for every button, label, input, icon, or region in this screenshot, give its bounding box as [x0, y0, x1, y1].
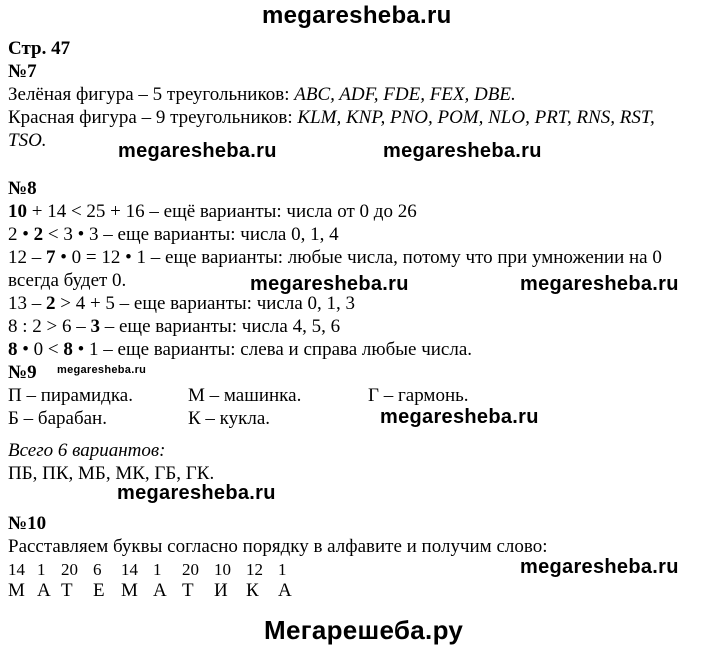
- number-cell: 20: [61, 560, 78, 579]
- task-10-text: Расставляем буквы согласно порядку в алфавите и получим слово:: [8, 536, 548, 557]
- answer: 2: [46, 293, 56, 314]
- task-9-list: ПБ, ПК, МБ, МК, ГБ, ГК.: [8, 463, 215, 484]
- row-text: 8 : 2 > 6 –: [8, 316, 91, 337]
- letter-cell: М: [121, 580, 138, 601]
- watermark: megaresheba.ru: [118, 140, 277, 162]
- task-8-row-6: [8, 339, 472, 361]
- green-triangles: ABC, ADF, FDE, FEX, DBE.: [294, 84, 516, 105]
- task-8-row-5: [8, 316, 340, 338]
- toy-accordion: Г – гармонь.: [368, 385, 469, 406]
- task-9-total: Всего 6 вариантов:: [8, 440, 166, 461]
- answer: 2: [33, 224, 44, 245]
- task-8-row-4: [8, 293, 355, 315]
- watermark-top: megaresheba.ru: [262, 2, 452, 29]
- letter-cell: И: [214, 580, 228, 601]
- letter-cell: Е: [93, 580, 105, 601]
- green-label: Зелёная фигура – 5 треугольников:: [8, 84, 295, 105]
- number-cell: 20: [182, 560, 199, 579]
- answer: 8: [63, 339, 73, 360]
- task-8-row-3: [8, 247, 662, 269]
- watermark-small: megaresheba.ru: [57, 364, 147, 376]
- toy-car: М – машинка.: [188, 385, 302, 406]
- number-cell: 14: [121, 560, 138, 579]
- task-7-green: [8, 84, 516, 106]
- task-9-title: №9: [8, 362, 37, 383]
- letter-cell: А: [278, 580, 292, 601]
- toy-pyramid: П – пирамидка.: [8, 385, 133, 406]
- task-8-row-1: [8, 201, 417, 223]
- row-text: • 0 = 12 • 1 – еще варианты: любые числа, потому что при умножении на 0: [55, 247, 662, 268]
- answer: 10: [8, 201, 27, 222]
- red-triangles: KLM, KNP, PNO, POM, NLO, PRT, RNS, RST,: [297, 107, 655, 128]
- watermark: megaresheba.ru: [117, 482, 276, 504]
- row-text: 12 –: [8, 247, 46, 268]
- number-cell: 12: [246, 560, 263, 579]
- row-text: > 4 + 5 – еще варианты: числа 0, 1, 3: [55, 293, 356, 314]
- number-cell: 1: [37, 560, 46, 579]
- answer: 8: [8, 339, 18, 360]
- number-cell: 14: [8, 560, 25, 579]
- task-8-row-3-cont: всегда будет 0.: [8, 270, 127, 291]
- watermark: megaresheba.ru: [520, 556, 679, 578]
- toy-doll: К – кукла.: [188, 408, 271, 429]
- number-cell: 6: [93, 560, 102, 579]
- letter-cell: А: [153, 580, 167, 601]
- toy-drum: Б – барабан.: [8, 408, 107, 429]
- watermark: megaresheba.ru: [520, 273, 679, 295]
- letter-cell: Т: [61, 580, 73, 601]
- watermark-bottom: Мегарешеба.ру: [264, 615, 464, 645]
- number-cell: 1: [278, 560, 287, 579]
- row-text: 13 –: [8, 293, 46, 314]
- watermark: megaresheba.ru: [383, 140, 542, 162]
- watermark: megaresheba.ru: [380, 406, 539, 428]
- letter-cell: А: [37, 580, 51, 601]
- row-text: < 3 • 3 – еще варианты: числа 0, 1, 4: [43, 224, 339, 245]
- task-7-title: №7: [8, 61, 37, 82]
- red-label: Красная фигура – 9 треугольников:: [8, 107, 298, 128]
- row-text: + 14 < 25 + 16 – ещё варианты: числа от 0 до 26: [27, 201, 417, 222]
- answer: 7: [46, 247, 56, 268]
- task-8-row-2: [8, 224, 339, 246]
- letter-cell: Т: [182, 580, 194, 601]
- task-8-title: №8: [8, 178, 37, 199]
- row-text: – еще варианты: числа 4, 5, 6: [100, 316, 341, 337]
- row-text: • 1 – еще варианты: слева и справа любые числа.: [72, 339, 473, 360]
- task-10-title: №10: [8, 513, 47, 534]
- row-text: • 0 <: [17, 339, 64, 360]
- letter-cell: К: [246, 580, 259, 601]
- page-number: Стр. 47: [8, 38, 71, 59]
- answer: 3: [90, 316, 100, 337]
- task-7-red: [8, 107, 655, 129]
- letter-cell: М: [8, 580, 25, 601]
- row-text: 2 •: [8, 224, 34, 245]
- watermark: megaresheba.ru: [250, 273, 409, 295]
- task-7-red-cont: TSO.: [8, 130, 47, 151]
- number-cell: 1: [153, 560, 162, 579]
- number-cell: 10: [214, 560, 231, 579]
